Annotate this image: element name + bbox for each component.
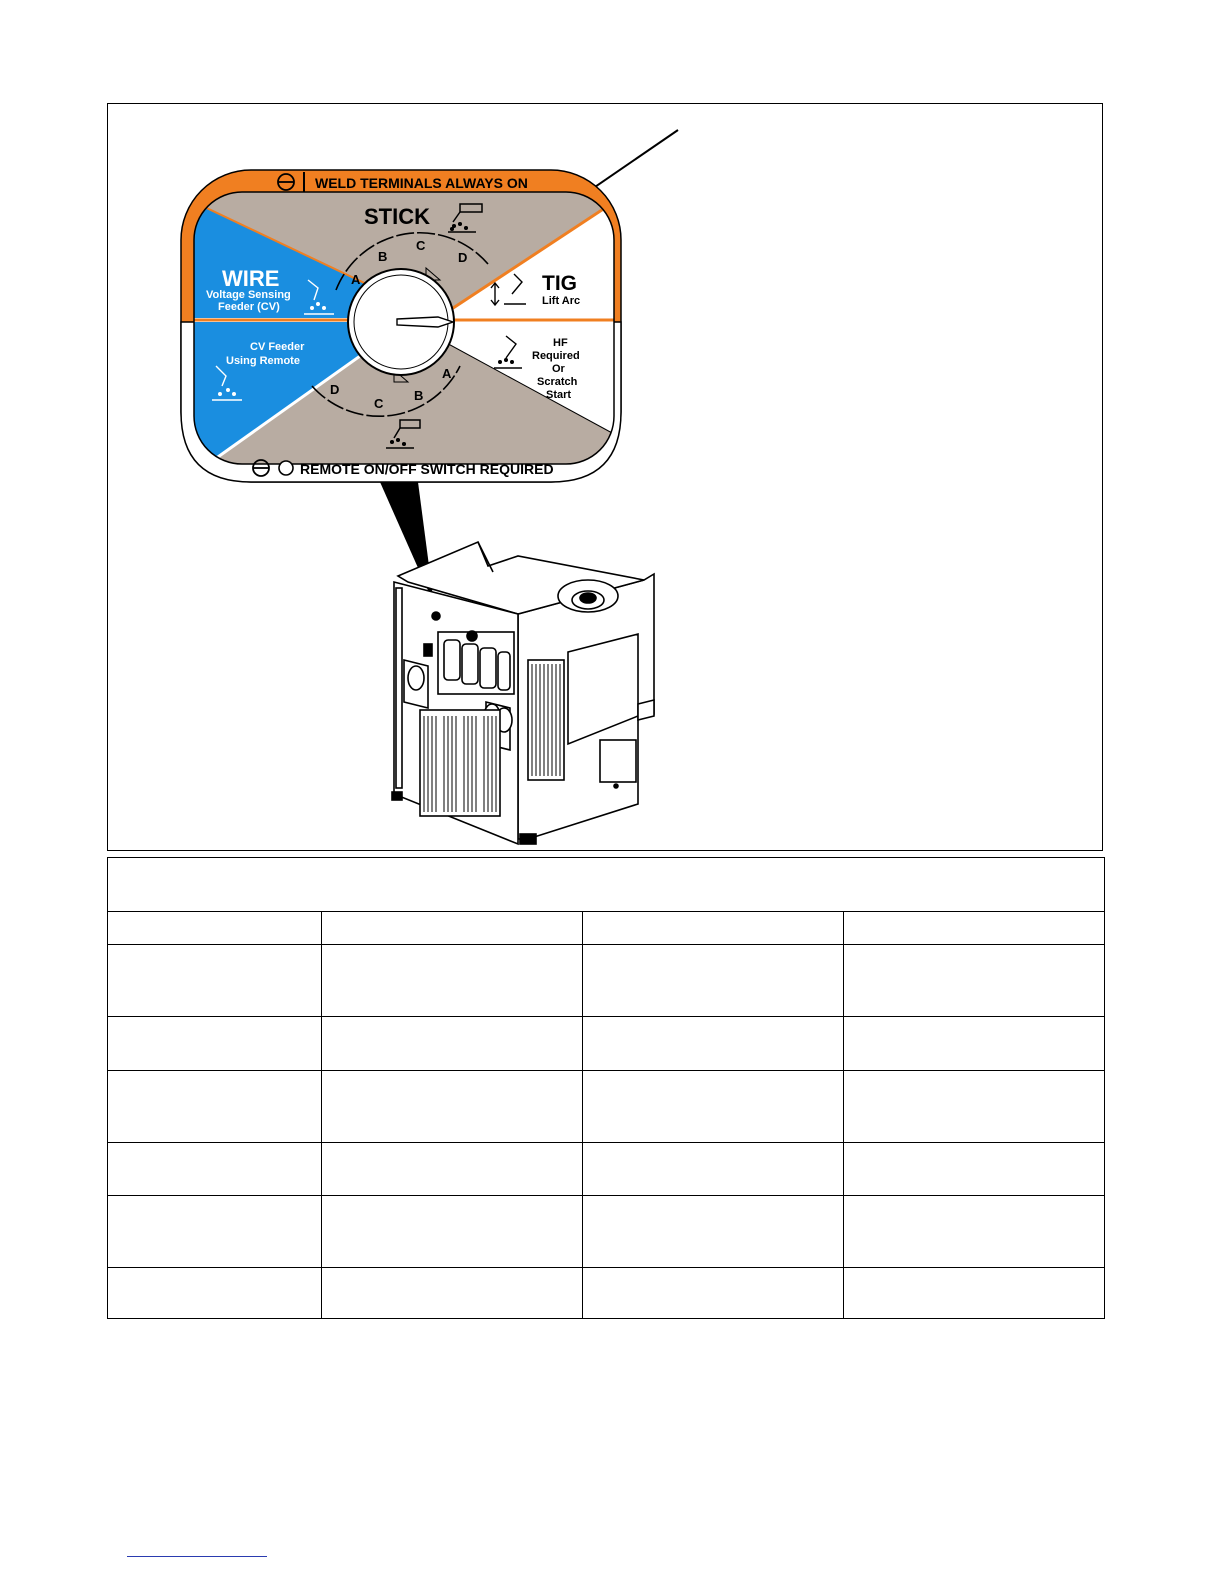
table-cell [843, 1070, 1104, 1142]
upper-letter-b: B [378, 249, 388, 264]
table-cell [582, 1142, 843, 1195]
table-cell [582, 1070, 843, 1142]
lower-letter-d: D [330, 382, 340, 397]
lower-letter-c: C [374, 396, 384, 411]
table-row [108, 944, 1104, 1016]
wire-title: WIRE [222, 266, 280, 291]
table-cell [321, 1195, 582, 1267]
table-cell [108, 1195, 321, 1267]
table-cell [843, 1267, 1104, 1319]
upper-letter-a: A [351, 272, 361, 287]
figure-panel [107, 103, 1103, 851]
knob-pointer [397, 317, 453, 327]
table-cell [582, 1195, 843, 1267]
upper-letter-d: D [458, 250, 468, 265]
table-cell [843, 944, 1104, 1016]
lower-letter-b: B [414, 388, 424, 403]
header-cell [582, 912, 843, 944]
table-cell [321, 1142, 582, 1195]
table-cell [108, 1267, 321, 1319]
header-cell [108, 912, 321, 944]
table-header-row [108, 912, 1104, 944]
wire-subtitle-1: Voltage Sensing [206, 289, 291, 301]
hf-line-3: Or [552, 363, 565, 375]
table-row [108, 1142, 1104, 1195]
table-cell [321, 944, 582, 1016]
cv-feeder-line-2: Using Remote [226, 355, 300, 367]
table-cell [108, 1142, 321, 1195]
table-row [108, 1070, 1104, 1142]
lower-letter-a: A [442, 366, 452, 381]
table-row [108, 1016, 1104, 1070]
upper-letter-c: C [416, 238, 426, 253]
table-cell [321, 1070, 582, 1142]
hf-line-1: HF [553, 337, 568, 349]
header-cell [321, 912, 582, 944]
remote-switch-label: REMOTE ON/OFF SWITCH REQUIRED [300, 461, 554, 477]
table-cell [108, 1070, 321, 1142]
stick-title: STICK [364, 204, 430, 229]
tig-subtitle: Lift Arc [542, 295, 581, 307]
settings-table [107, 857, 1105, 1319]
table-cell [582, 1016, 843, 1070]
table-title-row [108, 858, 1104, 912]
table-cell [321, 1016, 582, 1070]
table-cell [108, 1016, 321, 1070]
mode-switch-illustration [108, 104, 1104, 852]
settings-grid [108, 912, 1104, 1319]
table-row [108, 1195, 1104, 1267]
tig-title: TIG [542, 272, 577, 295]
table-row [108, 1267, 1104, 1319]
footer-link-underline[interactable] [127, 1556, 267, 1557]
welder-machine-illustration [392, 542, 654, 844]
table-cell [108, 944, 321, 1016]
hf-line-2: Required [532, 350, 580, 362]
table-cell [321, 1267, 582, 1319]
table-cell [843, 1142, 1104, 1195]
hf-line-4: Scratch [537, 376, 578, 388]
cv-feeder-line-1: CV Feeder [250, 341, 305, 353]
table-cell [843, 1016, 1104, 1070]
table-cell [843, 1195, 1104, 1267]
hf-line-5: Start [546, 389, 572, 401]
wire-subtitle-2: Feeder (CV) [218, 301, 280, 313]
table-cell [582, 1267, 843, 1319]
weld-terminals-label: WELD TERMINALS ALWAYS ON [315, 175, 528, 191]
table-cell [582, 944, 843, 1016]
header-cell [843, 912, 1104, 944]
